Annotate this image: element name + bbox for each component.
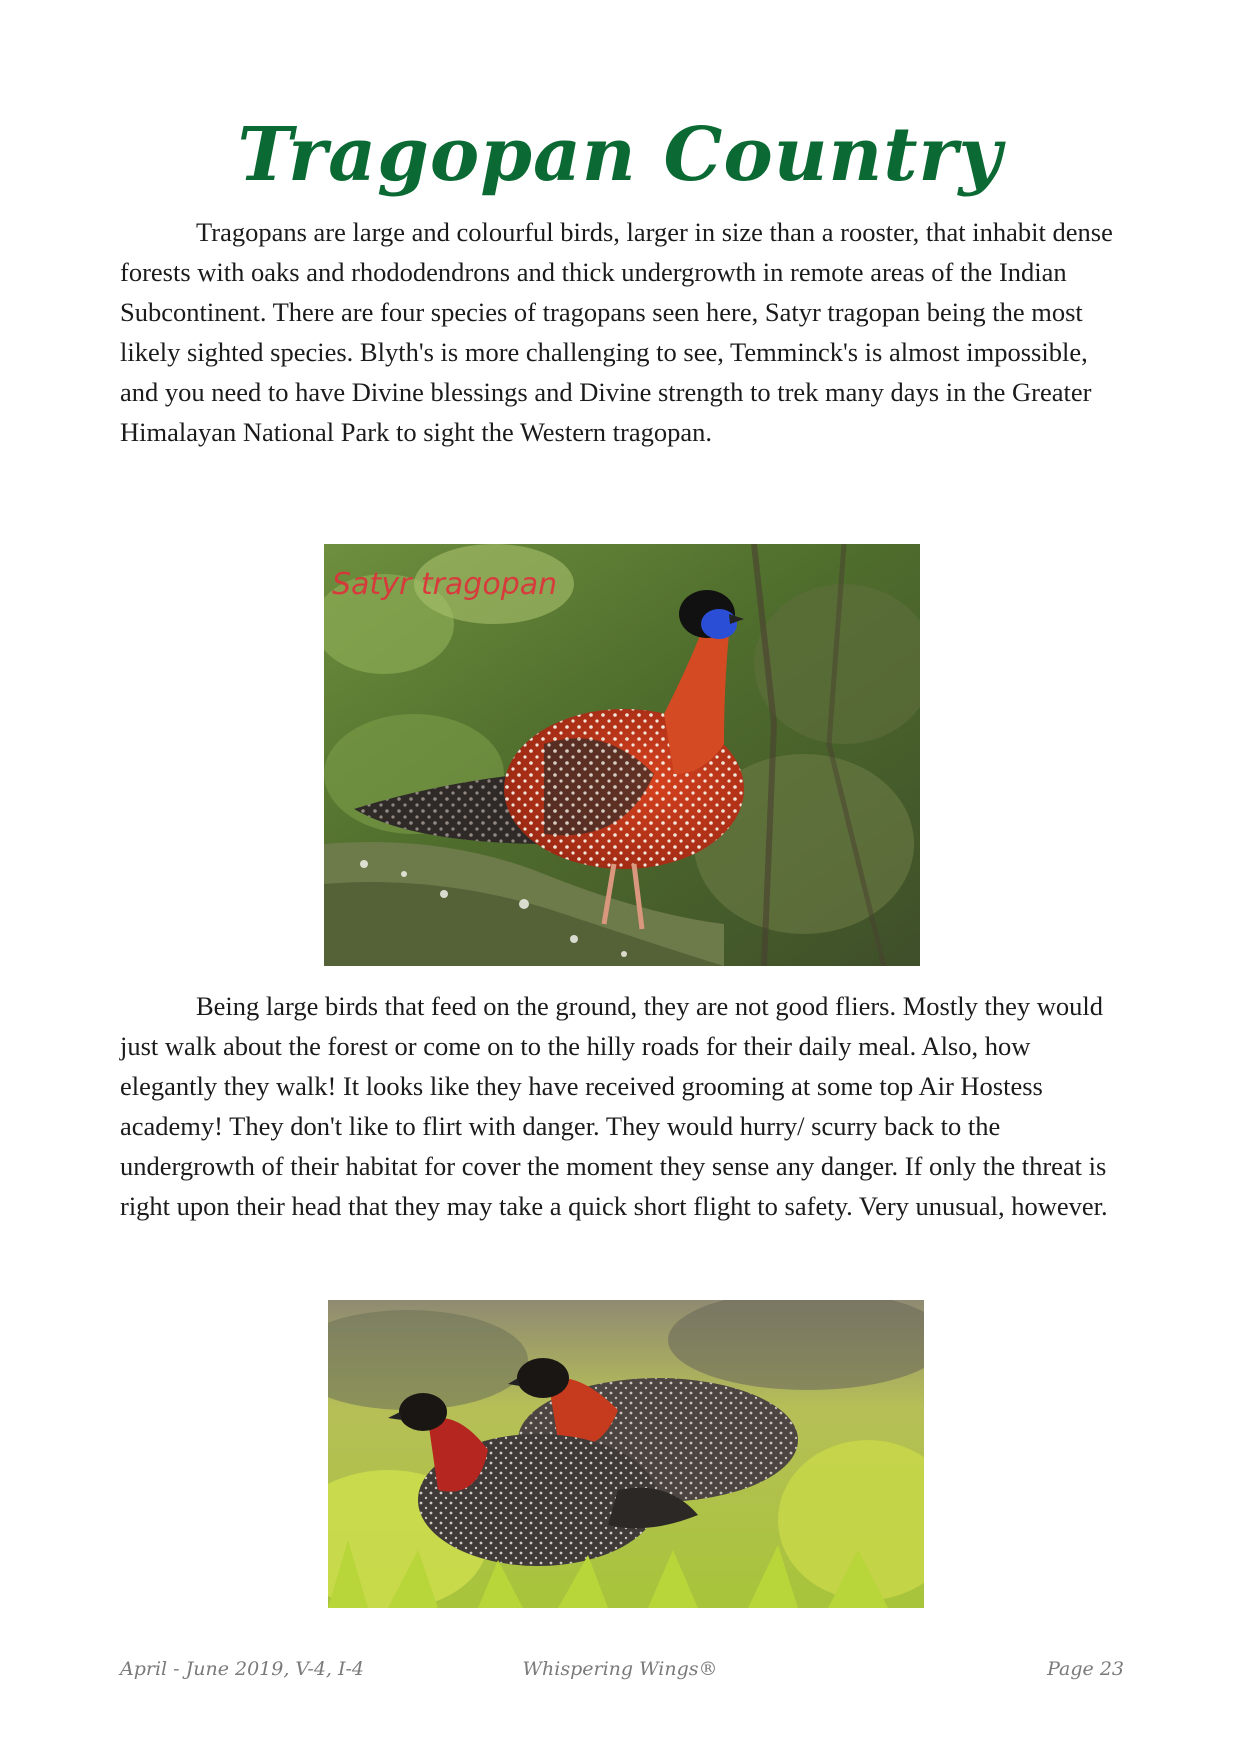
tragopan-pair-photo xyxy=(328,1300,924,1608)
footer-page-number: Page 23 xyxy=(1047,1658,1124,1680)
page-title: Tragopan Country xyxy=(237,112,1003,198)
body-paragraph-2: Being large birds that feed on the ground, they are not good fliers. Mostly they would just walk about the forest or come on to the hilly roads for their daily meal. Also, how elegantly they walk! It looks like they have received grooming at some top Air Hostess academy! They don't like to flirt with danger. They would hurry/ scurry back to the undergrowth of their habitat for cover the moment they sense any danger. If only the threat is right upon their head that they may take a quick short flight to safety. Very unusual, however. xyxy=(120,991,1108,1221)
tragopan-pair-illustration xyxy=(328,1300,924,1608)
footer-magazine-name: Whispering Wings® xyxy=(522,1658,718,1680)
satyr-tragopan-illustration xyxy=(324,544,920,966)
photo-caption: Satyr tragopan xyxy=(332,567,558,602)
footer-issue: April - June 2019, V-4, I-4 xyxy=(120,1658,365,1680)
satyr-tragopan-photo xyxy=(324,544,920,966)
body-paragraph-1: Tragopans are large and colourful birds, larger in size than a rooster, that inhabit dense forests with oaks and rhododendrons and thick undergrowth in remote areas of the Indian Subcontinent. There are four species of tragopans seen here, Satyr tragopan being the most likely sighted species. Blyth's is more challenging to see, Temminck's is almost impossible, and you need to have Divine blessings and Divine strength to trek many days in the Greater Himalayan National Park to sight the Western tragopan. xyxy=(120,217,1113,447)
